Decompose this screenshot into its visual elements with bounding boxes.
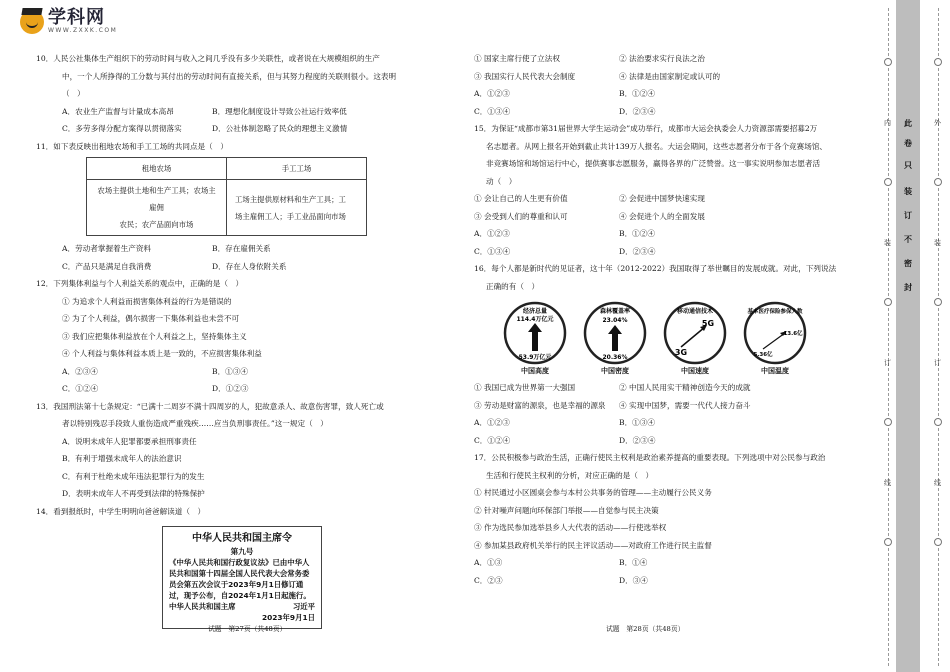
q14-option-c: C．①③④ [474,106,511,116]
binding-hole-icon [934,58,942,66]
q15-line: 15．为保证“成都市第31届世界大学生运动会”成功举行，成都市大运会执委会人力资源部需要招募2万 [474,124,818,133]
q17-line: 生活和行使民主权利的分析，对应正确的是（ ） [486,470,654,480]
q13-option-a: A．说明未成年人犯罪都要承担刑事责任 [62,436,197,446]
gauge-caption: 中国温度 [761,367,789,375]
svg-text:基本医疗保险参保人数: 基本医疗保险参保人数 [747,309,803,315]
q17-option-a: A．①③ [474,558,503,567]
q15-option-a: A．①②③ [474,229,510,238]
binding-hole-icon [884,298,892,306]
right-column [474,50,864,589]
q14-item: ② 法治要求实行良法之治 [619,54,705,63]
q10-line: （ ） [62,89,85,98]
q16-option-d: D．②③④ [619,435,656,445]
binding-mark-outer: 线 [934,479,941,487]
question-14-continued [474,50,864,120]
binding-mark-outer: 外 [934,119,941,127]
q14-option-a: A．①②③ [474,89,510,98]
gauge-insurance-graphic [743,301,807,365]
seal-char: 只 [904,161,912,170]
gauge-caption: 中国速度 [681,367,709,375]
q15-option-c: C．①③④ [474,246,511,256]
seal-char: 密 [904,259,912,268]
q15-item: ④ 会促进个人的全面发展 [619,211,705,221]
binding-hole-icon [884,538,892,546]
svg-text:13.6亿: 13.6亿 [783,331,803,337]
q16-item: ③ 劳动是财富的源泉，也是幸福的源泉 [474,400,606,410]
q17-item: ② 针对噪声问题向环保部门举报——自觉参与民主决策 [474,505,659,515]
achievement-gauges [496,301,864,377]
notice-signer: 中华人民共和国主席 [169,602,236,611]
binding-dashed-line-outer [938,8,939,666]
gauge-caption: 中国密度 [601,367,629,375]
gauge-mobile-graphic [663,301,727,365]
gauge-forest-graphic [583,301,647,365]
q14-option-b: B．①②④ [619,89,655,98]
question-17 [474,449,864,589]
q13-option-d: D．表明未成年人不再受到法律的特殊保护 [62,489,205,498]
q16-line: 正确的有（ ） [486,281,540,291]
q15-line: 名志愿者。从网上报名开始到截止共计139万人报名。大运会期间，这些志愿者分布于各个竞赛场馆、 [486,141,828,151]
q14-item: ③ 我国实行人民代表大会制度 [474,71,576,81]
logo-graduation-cap-icon [20,10,44,34]
q11-option-b: B．存在雇佣关系 [212,244,271,253]
q15-line: 动（ ） [486,176,517,186]
gauge-economy [496,301,574,377]
q12-stem: 12．下列集体利益与个人利益关系的观点中，正确的是（ ） [36,279,244,288]
binding-hole-icon [884,58,892,66]
q11-option-a: A．劳动者掌握着生产资料 [62,244,152,253]
q17-option-c: C．②③ [474,575,503,585]
q15-option-d: D．②③④ [619,246,656,256]
seal-char: 卷 [904,139,912,148]
seal-char: 不 [904,235,912,244]
q15-item: ② 会促进中国梦快速实现 [619,194,705,203]
table-cell-farm: 农场主提供土地和生产工具；农场主雇佣 农民；农产品面向市场 [87,180,227,236]
q11-option-d: D．存在人身依附关系 [212,261,287,271]
gauge-economy-graphic [503,301,567,365]
q17-item: ③ 作为选民参加选举县乡人大代表的活动——行使选举权 [474,523,667,532]
svg-text:23.04%: 23.04% [602,317,628,324]
q16-option-a: A．①②③ [474,418,510,427]
notice-title: 中华人民共和国主席令 [192,533,292,544]
binding-mark-inner: 线 [884,479,891,487]
binding-hole-icon [884,418,892,426]
q13-option-b: B．有利于增强未成年人的法治意识 [62,454,182,463]
svg-text:53.9万亿元: 53.9万亿元 [518,354,552,361]
page-footer-right: 试题 第28页（共48页） [606,625,685,633]
svg-text:3G: 3G [674,348,688,357]
table-cell-workshop: 工场主提供原材料和生产工具；工 场主雇佣工人；手工业品面向市场 [227,180,367,236]
q14-option-d: D．②③④ [619,106,656,116]
svg-text:经济总量: 经济总量 [522,308,548,315]
svg-text:移动通信技术: 移动通信技术 [676,308,714,315]
question-14 [36,503,446,630]
q10-option-c: C．多劳多得分配方案得以贯彻落实 [62,124,182,133]
notice-number: 第九号 [230,547,254,556]
gauge-mobile [656,301,734,377]
binding-hole-icon [884,178,892,186]
binding-mark-outer: 装 [934,239,941,247]
svg-text:5G: 5G [701,319,715,328]
svg-text:森林覆盖率: 森林覆盖率 [599,308,631,315]
question-12 [36,275,446,398]
q10-option-d: D．公社体制忽略了民众的理想主义激情 [212,124,348,133]
binding-mark-inner: 订 [884,359,891,367]
q13-line: 13．我国刑法第十七条规定：“已满十二周岁不满十四周岁的人，犯故意杀人、故意伤害罪，致人死亡或 [36,401,384,411]
q12-option-c: C．①②④ [62,384,99,393]
q15-item: ③ 会受到人们的尊重和认可 [474,211,568,221]
gauge-forest [576,301,654,377]
q12-item: ① 为追求个人利益而损害集体利益的行为是错误的 [62,296,232,306]
notice-body: 《中华人民共和国行政复议法》已由中华人民共和国第十四届全国人民代表大会常务委员会第五次会议于2023年9月1日修订通过，现予公布，自2024年1月1日起施行。 [169,558,311,600]
q10-option-a: A．农业生产监督与计量成本高昂 [62,106,174,116]
svg-text:5.36亿: 5.36亿 [753,352,773,358]
presidential-order-notice [162,526,322,629]
q14-stem: 14．看到报纸时，中学生明明向爸爸解读道（ ） [36,506,206,516]
seal-char: 此 [904,119,912,128]
q10-line: 中，一个人所挣得的工分数与其付出的劳动时间有直接关系，但与其努力程度的关联则很小。这表明 [62,71,397,81]
question-10 [36,50,446,138]
q12-item: ④ 个人利益与集体利益本质上是一致的，不应损害集体利益 [62,349,262,358]
logo-url: WWW.ZXXK.COM [48,27,118,34]
svg-text:114.4万亿元: 114.4万亿元 [516,316,554,323]
gauge-insurance [736,301,814,377]
question-15 [474,120,864,260]
binding-hole-icon [934,538,942,546]
q11-stem: 11．如下表反映出租地农场和手工工场的共同点是（ ） [36,141,228,151]
q17-option-b: B．①④ [619,558,648,567]
q12-item: ② 为了个人利益，偶尔损害一下集体利益也未尝不可 [62,314,240,323]
left-column [36,50,446,635]
binding-hole-icon [934,298,942,306]
question-13 [36,398,446,503]
q14-item: ① 国家主席行使了立法权 [474,54,560,63]
q16-item: ④ 实现中国梦，需要一代代人接力奋斗 [619,400,751,410]
q10-option-b: B．理想化制度设计导致公社运行效率低 [212,106,347,116]
binding-mark-inner: 装 [884,239,891,247]
q15-line: 非竞赛场馆和场馆运行中心，提供赛事志愿服务，赢得各界的广泛赞誉。这一事实说明参加志愿者活 [486,159,821,168]
page-footer-left: 试题 第27页（共48页） [208,625,287,633]
q15-item: ① 会让自己的人生更有价值 [474,194,568,203]
svg-text:20.36%: 20.36% [602,354,628,361]
logo-name: 学科网 [48,7,105,28]
table-header-farm: 租地农场 [87,158,227,180]
comparison-table [86,157,367,236]
notice-name: 习近平 [292,602,315,611]
q12-item: ③ 我们应把集体利益放在个人利益之上，坚持集体主义 [62,331,247,341]
q13-option-c: C．有利于杜绝未成年违法犯罪行为的发生 [62,471,205,481]
q14-item: ④ 法律是由国家制定或认可的 [619,71,721,81]
q11-option-c: C．产品只是满足自我消费 [62,261,152,271]
binding-hole-icon [934,418,942,426]
q10-line: 10．人民公社集体生产组织下的劳动时间与收入之间几乎没有多少关联性，或者说在大规模组织的生产 [36,54,380,63]
question-11 [36,138,446,276]
q16-option-b: B．①③④ [619,418,655,427]
logo [20,8,117,34]
q17-line: 17．公民积极参与政治生活，正确行使民主权利是政治素养提高的重要表现。下列选项中对公民参与政治 [474,453,826,462]
seal-char: 封 [904,283,912,292]
seal-char: 装 [904,187,912,196]
q16-option-c: C．①②④ [474,435,511,445]
q13-line: 者以特别残忍手段致人重伤造成严重残疾……应当负刑事责任。”这一规定（ ） [62,419,328,428]
q16-item: ① 我国已成为世界第一大强国 [474,383,576,392]
q17-item: ④ 参加某县政府机关举行的民主评议活动——对政府工作进行民主监督 [474,540,712,550]
table-header-workshop: 手工工场 [227,158,367,180]
binding-hole-icon [934,178,942,186]
q12-option-d: D．①②③ [212,384,249,393]
q15-option-b: B．①②④ [619,229,655,238]
q12-option-b: B．①③④ [212,366,248,376]
seal-char: 订 [904,211,912,220]
q12-option-a: A．②③④ [62,366,98,376]
q16-item: ② 中国人民用实干精神创造今天的成就 [619,383,751,392]
question-16 [474,260,864,449]
q17-option-d: D．③④ [619,575,648,585]
q17-item: ① 村民通过小区圆桌会参与本村公共事务的管理——主动履行公民义务 [474,488,712,497]
notice-date: 2023年9月1日 [261,613,315,622]
binding-mark-inner: 内 [884,119,891,127]
seal-strip [896,0,920,672]
binding-mark-outer: 订 [934,359,941,367]
q16-line: 16．每个人都是新时代的见证者，这十年（2012-2022）我国取得了举世瞩目的发展成就。对此，下列说法 [474,264,837,273]
binding-dashed-line-inner [888,8,889,666]
gauge-caption: 中国高度 [521,367,549,375]
